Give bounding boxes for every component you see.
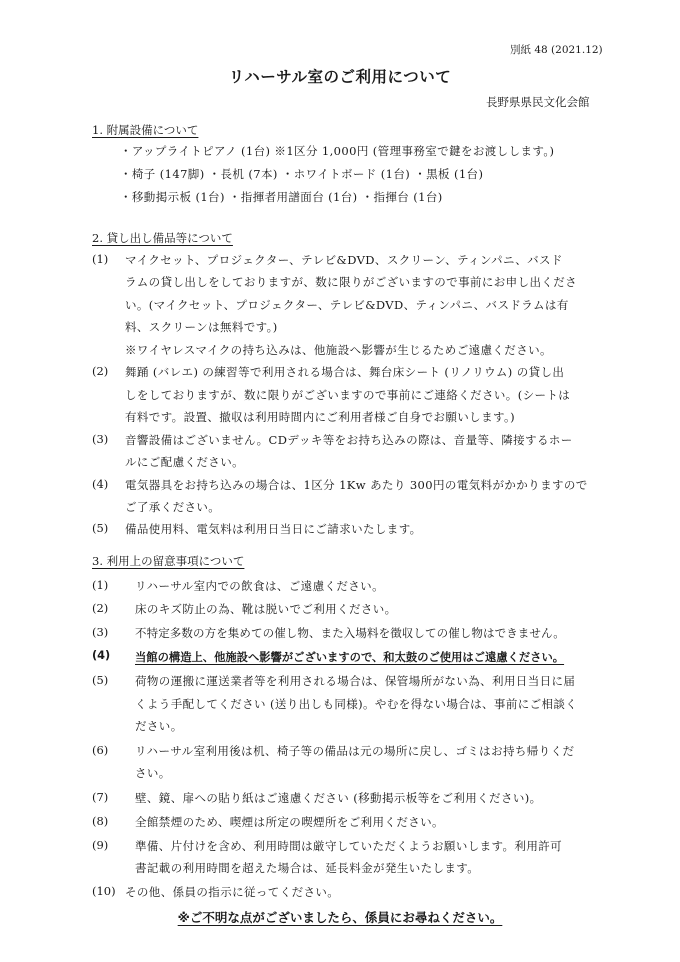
notice-item-10-number: (10): [92, 884, 116, 898]
rental-item-4-line: 電気器具をお持ち込みの場合は、1区分 1Kw あたり 300円の電気料がかかりますので: [125, 478, 588, 492]
section-3-heading: 3. 利用上の留意事項について: [92, 554, 245, 568]
notice-item-8-line: 全館禁煙のため、喫煙は所定の喫煙所をご利用ください。: [135, 815, 444, 829]
equipment-line-3: ・移動掲示板 (1台) ・指揮者用譜面台 (1台) ・指揮台 (1台): [120, 190, 443, 204]
notice-item-6-number: (6): [92, 743, 109, 757]
rental-item-3-line: ルにご配慮ください。: [125, 455, 244, 469]
notice-item-5-line: ださい。: [135, 719, 183, 733]
document-reference: 別紙 48 (2021.12): [510, 44, 603, 56]
section-1-heading: 1. 附属設備について: [92, 123, 199, 137]
notice-item-7-line: 壁、鏡、扉への貼り紙はご遠慮ください (移動掲示板等をご利用ください)。: [135, 791, 542, 805]
notice-item-5-number: (5): [92, 673, 109, 687]
rental-item-1-number: (1): [92, 252, 109, 266]
notice-item-9-line: 準備、片付けを含め、利用時間は厳守していただくようお願いします。利用許可: [135, 839, 563, 853]
footer-notice: [0, 908, 680, 926]
notice-item-7-number: (7): [92, 790, 109, 804]
document-title: リハーサル室のご利用について: [228, 68, 452, 86]
rental-item-3-number: (3): [92, 432, 109, 446]
organization-name: 長野県県民文化会館: [486, 95, 590, 109]
rental-item-1-line: 料、スクリーンは無料です。): [125, 320, 278, 334]
notice-item-5-line: 荷物の運搬に運送業者等を利用される場合は、保管場所がない為、利用日当日に届: [135, 674, 576, 688]
notice-item-9-number: (9): [92, 838, 109, 852]
notice-item-1-number: (1): [92, 578, 109, 592]
notice-item-6-line: リハーサル室利用後は机、椅子等の備品は元の場所に戻し、ゴミはお持ち帰りくだ: [135, 744, 575, 758]
notice-item-2-line: 床のキズ防止の為、靴は脱いでご利用ください。: [135, 602, 397, 616]
notice-item-5-line: くよう手配してください (送り出しも同様)。やむを得ない場合は、事前にご相談く: [135, 697, 578, 711]
notice-item-4-line-emphasis: 当館の構造上、他施設へ影響がございますので、和太鼓のご使用はご遠慮ください。: [135, 651, 565, 664]
notice-item-6-line: さい。: [135, 766, 171, 780]
notice-item-3-line: 不特定多数の方を集めての催し物、また入場料を徴収しての催し物はできません。: [135, 626, 565, 640]
footer-notice-text: ※ご不明な点がございましたら、係員にお尋ねください。: [177, 910, 503, 925]
notice-item-10-line: その他、係員の指示に従ってください。: [125, 885, 340, 899]
rental-item-2-line: 有料です。設置、撤収は利用時間内にご利用者様ご自身でお願いします。): [125, 410, 515, 424]
rental-item-4-line: ご了承ください。: [125, 500, 221, 514]
notice-item-9-line: 書記載の利用時間を超えた場合は、延長料金が発生いたします。: [135, 861, 480, 875]
rental-item-5-line: 備品使用料、電気料は利用日当日にご請求いたします。: [125, 522, 422, 536]
notice-item-8-number: (8): [92, 814, 109, 828]
rental-item-2-number: (2): [92, 364, 109, 378]
rental-item-2-line: しをしておりますが、数に限りがございますので事前にご連絡ください。(シートは: [125, 388, 571, 402]
equipment-line-1: ・アップライトピアノ (1台) ※1区分 1,000円 (管理事務室で鍵をお渡しします。): [120, 144, 555, 158]
notice-item-3-number: (3): [92, 625, 109, 639]
rental-item-2-line: 舞踊 (バレエ) の練習等で利用される場合は、舞台床シート (リノリウム) の貸し出: [125, 365, 565, 379]
rental-item-3-line: 音響設備はございません。CDデッキ等をお持ち込みの際は、音量等、隣接するホー: [125, 433, 573, 447]
notice-item-4-number: (4): [92, 649, 111, 662]
rental-item-5-number: (5): [92, 521, 109, 535]
rental-item-4-number: (4): [92, 477, 109, 491]
rental-item-1-line: い。(マイクセット、プロジェクター、テレビ&DVD、ティンパニ、バスドラムは有: [125, 298, 569, 312]
section-2-heading: 2. 貸し出し備品等について: [92, 231, 233, 245]
notice-item-1-line: リハーサル室内での飲食は、ご遠慮ください。: [135, 579, 384, 593]
rental-item-1-note: ※ワイヤレスマイクの持ち込みは、他施設へ影響が生じるためご遠慮ください。: [125, 343, 552, 357]
notice-item-2-number: (2): [92, 601, 109, 615]
equipment-line-2: ・椅子 (147脚) ・長机 (7本) ・ホワイトボード (1台) ・黒板 (1台): [120, 167, 484, 181]
rental-item-1-line: ラムの貸し出しをしておりますが、数に限りがございますので事前にお申し出くださ: [125, 275, 578, 289]
rental-item-1-line: マイクセット、プロジェクター、テレビ&DVD、スクリーン、ティンパニ、バスド: [125, 253, 563, 267]
